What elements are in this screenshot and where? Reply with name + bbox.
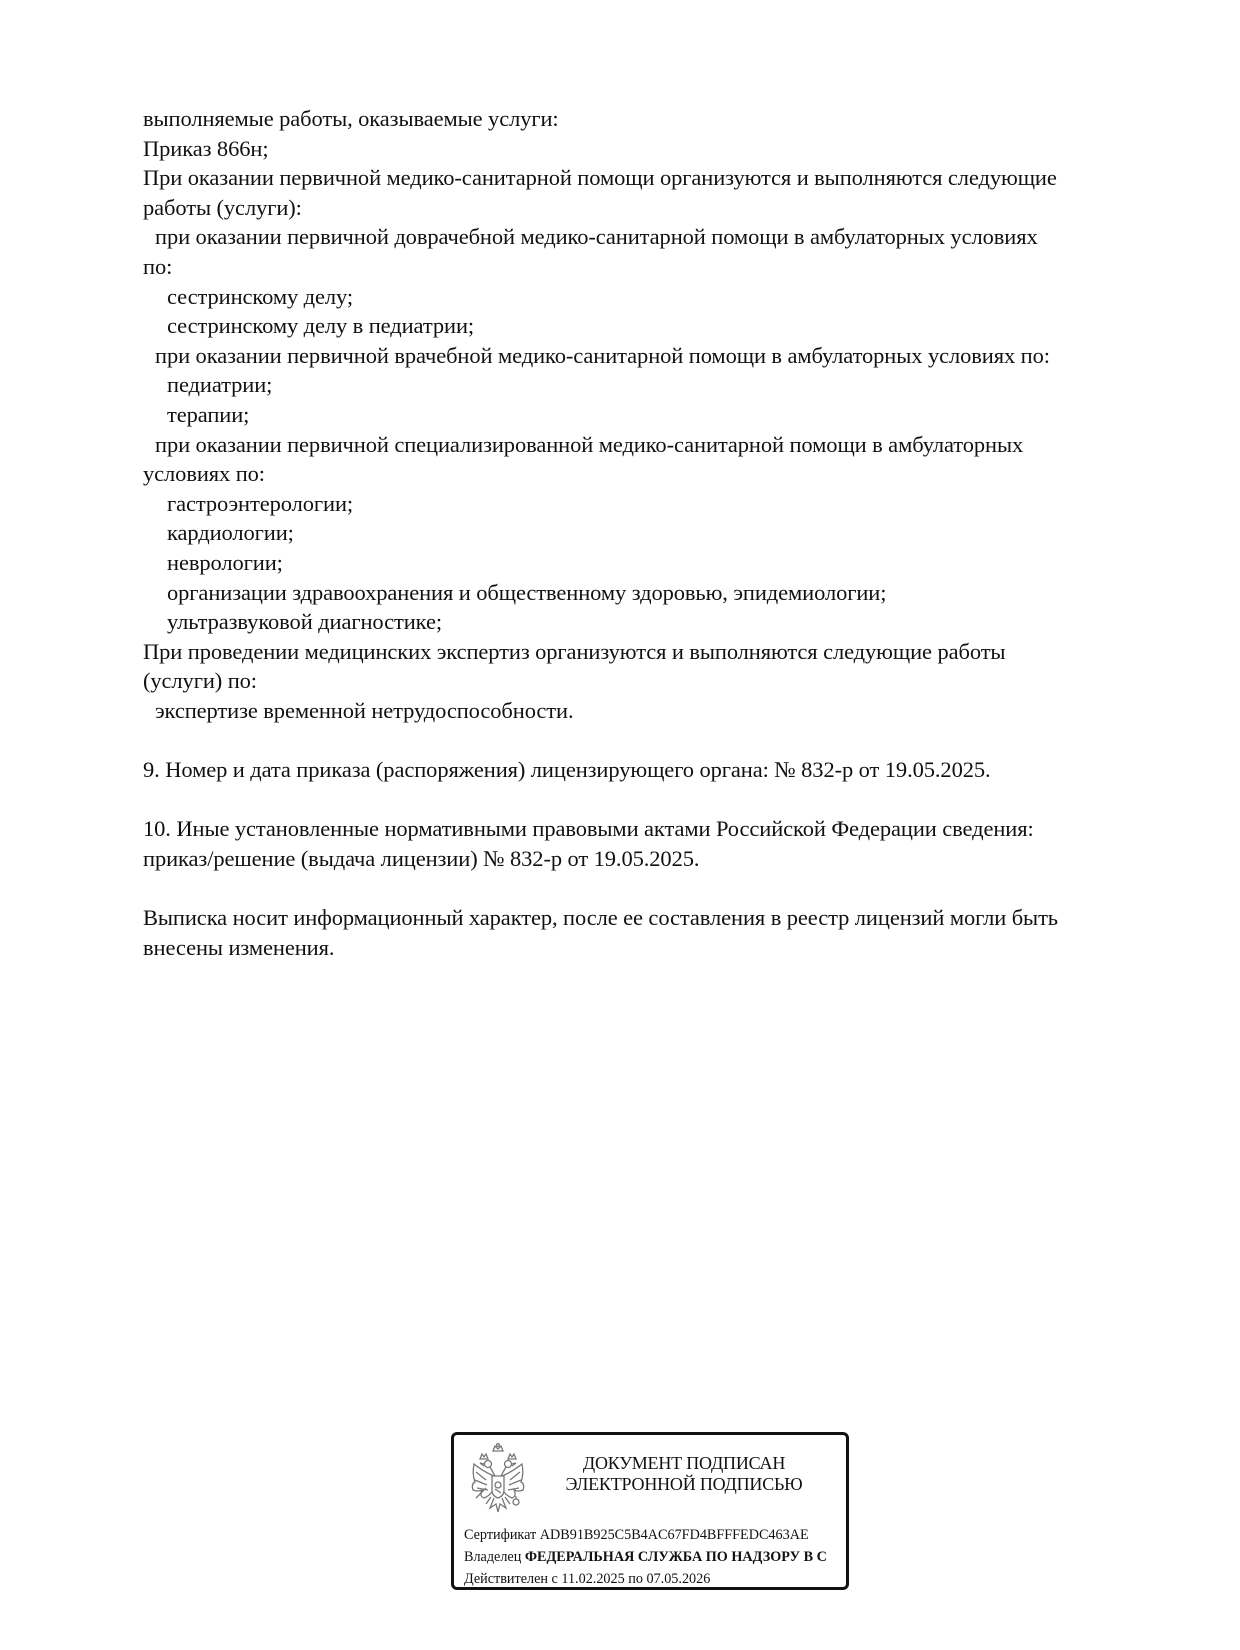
stamp-header-line: ДОКУМЕНТ ПОДПИСАН: [582, 1453, 786, 1473]
disclaimer-line: внесены изменения.: [143, 934, 335, 960]
text-line: при оказании первичной доврачебной медико-санитарной помощи в амбулаторных условиях: [155, 224, 1038, 250]
item-10-line: 10. Иные установленные нормативными правовыми актами Российской Федерации сведения:: [143, 816, 1034, 842]
certificate-label: Сертификат: [464, 1527, 537, 1543]
paragraph-gap: [143, 873, 1143, 903]
owner-value: ФЕДЕРАЛЬНАЯ СЛУЖБА ПО НАДЗОРУ В С: [524, 1549, 827, 1565]
electronic-signature-stamp: [451, 1432, 849, 1590]
disclaimer-line: Выписка носит информационный характер, после ее составления в реестр лицензий могли быть: [143, 905, 1058, 931]
text-line: гастроэнтерологии;: [167, 490, 354, 516]
item-9-order-number: 9. Номер и дата приказа (распоряжения) лицензирующего органа: № 832-р от 19.05.2025.: [143, 757, 991, 783]
validity-row: Действителен с 11.02.2025 по 07.05.2026: [464, 1571, 711, 1587]
text-line: работы (услуги):: [143, 194, 302, 220]
paragraph-gap: [143, 785, 1143, 815]
text-line: выполняемые работы, оказываемые услуги:: [143, 106, 559, 131]
stamp-header: [544, 1453, 824, 1495]
owner-row: [464, 1546, 849, 1568]
text-line: сестринскому делу;: [167, 283, 354, 309]
stamp-details: [464, 1524, 849, 1590]
text-line: педиатрии;: [167, 372, 273, 398]
text-line: терапии;: [167, 401, 250, 427]
text-line: сестринскому делу в педиатрии;: [167, 313, 475, 339]
owner-label: Владелец: [464, 1549, 522, 1565]
certificate-row: [464, 1524, 849, 1546]
text-line: по:: [143, 253, 173, 279]
russian-coat-of-arms-icon: [466, 1442, 530, 1522]
text-line: неврологии;: [167, 549, 283, 575]
text-line: условиях по:: [143, 461, 265, 487]
text-line: При оказании первичной медико-санитарной помощи организуются и выполняются следующие: [143, 165, 1057, 191]
text-line: Приказ 866н;: [143, 135, 269, 161]
item-10-line: приказ/решение (выдача лицензии) № 832-р от 19.05.2025.: [143, 845, 700, 871]
stamp-header-line: ЭЛЕКТРОННОЙ ПОДПИСЬЮ: [565, 1474, 803, 1494]
text-line: кардиологии;: [167, 520, 294, 546]
text-line: ультразвуковой диагностике;: [167, 609, 442, 635]
certificate-value: ADB91B925C5B4AC67FD4BFFFEDC463AE: [539, 1527, 809, 1543]
text-line: при оказании первичной врачебной медико-санитарной помощи в амбулаторных условиях по:: [155, 342, 1050, 368]
text-line: (услуги) по:: [143, 668, 257, 694]
document-body: [143, 104, 1143, 962]
text-line: организации здравоохранения и общественному здоровью, эпидемиологии;: [167, 579, 887, 605]
text-line: При проведении медицинских экспертиз организуются и выполняются следующие работы: [143, 638, 1006, 664]
paragraph-gap: [143, 725, 1143, 755]
text-line: при оказании первичной специализированной медико-санитарной помощи в амбулаторных: [155, 431, 1024, 457]
text-line: экспертизе временной нетрудоспособности.: [155, 697, 574, 723]
